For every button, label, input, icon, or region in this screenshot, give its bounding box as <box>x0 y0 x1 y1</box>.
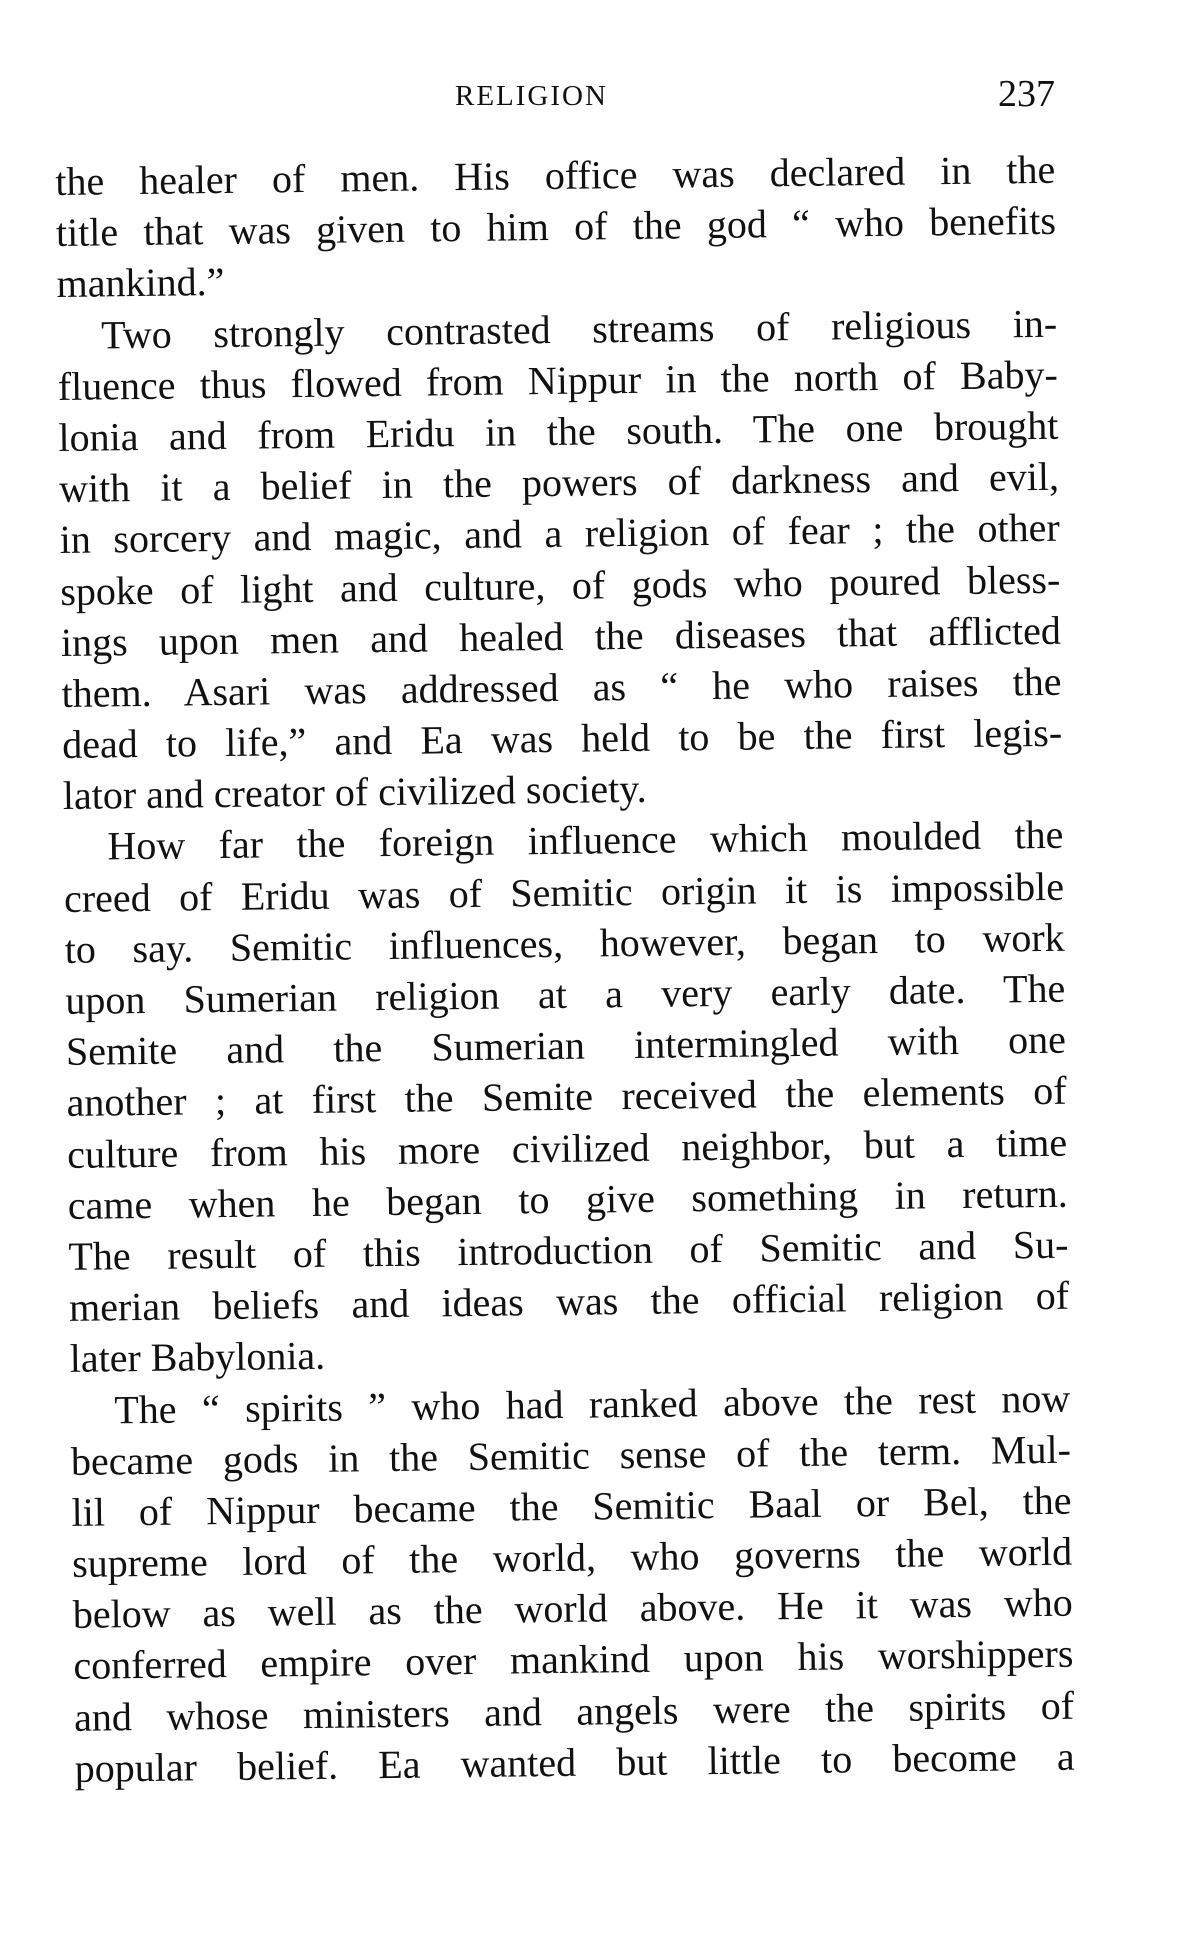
text-line: fluence thus flowed from Nippur in the north of Baby- <box>57 351 1059 409</box>
text-line: the healer of men. His office was declared in the <box>55 146 1056 204</box>
text-line: conferred empire over mankind upon his worshippers <box>73 1631 1074 1689</box>
text-line: with it a belief in the powers of darkness and evil, <box>58 453 1060 512</box>
text-line: came when he began to give something in return. <box>67 1170 1069 1228</box>
text-line: Semite and the Sumerian intermingled with one <box>65 1016 1067 1075</box>
body-text <box>55 144 1075 1794</box>
text-line: lator and creator of civilized society. <box>62 766 647 819</box>
text-line: The “ spirits ” who had ranked above the rest now <box>114 1375 1071 1432</box>
text-line: spoke of light and culture, of gods who poured bless- <box>60 556 1061 614</box>
text-line: dead to life,” and Ea was held to be the first legis- <box>61 709 1063 768</box>
text-line: another ; at first the Semite received the elements of <box>66 1068 1067 1126</box>
text-line: lonia and from Eridu in the south. The one brought <box>58 402 1059 460</box>
text-line: upon Sumerian religion at a very early date. The <box>65 965 1066 1023</box>
text-line: merian beliefs and ideas was the official religion of <box>68 1272 1070 1331</box>
text-line: mankind.” <box>56 259 225 307</box>
text-line: to say. Semitic influences, however, began to work <box>64 914 1065 972</box>
page-header <box>55 72 1055 122</box>
text-line: Two strongly contrasted streams of religious in- <box>100 300 1058 358</box>
text-line: below as well as the world above. He it was who <box>72 1579 1074 1638</box>
text-line: How far the foreign influence which moulded the <box>107 812 1064 869</box>
text-line: later Babylonia. <box>69 1333 326 1382</box>
paragraph <box>57 297 1063 821</box>
paragraph <box>63 809 1070 1384</box>
text-line: lil of Nippur became the Semitic Baal or Bel, the <box>71 1477 1072 1535</box>
paragraph <box>55 144 1057 310</box>
text-line: culture from his more civilized neighbor, but a time <box>66 1119 1068 1177</box>
paragraph <box>70 1372 1075 1794</box>
text-line: them. Asari was addressed as “ he who raises the <box>61 658 1062 716</box>
text-line: ings upon men and healed the diseases that afflicted <box>60 607 1062 665</box>
page-number: 237 <box>998 73 1055 115</box>
text-line: in sorcery and magic, and a religion of fear ; the other <box>59 505 1060 563</box>
text-line: creed of Eridu was of Semitic origin it is impossible <box>63 863 1065 921</box>
text-line: supreme lord of the world, who governs the world <box>71 1528 1073 1586</box>
text-line: title that was given to him of the god “ who benefits <box>55 197 1057 256</box>
running-title: RELIGION <box>455 80 608 112</box>
text-line: and whose ministers and angels were the spirits of <box>73 1682 1075 1740</box>
text-line: The result of this introduction of Semitic and Su- <box>68 1221 1069 1279</box>
text-line: became gods in the Semitic sense of the term. Mul- <box>70 1426 1072 1484</box>
text-line: popular belief. Ea wanted but little to become a <box>74 1733 1075 1791</box>
